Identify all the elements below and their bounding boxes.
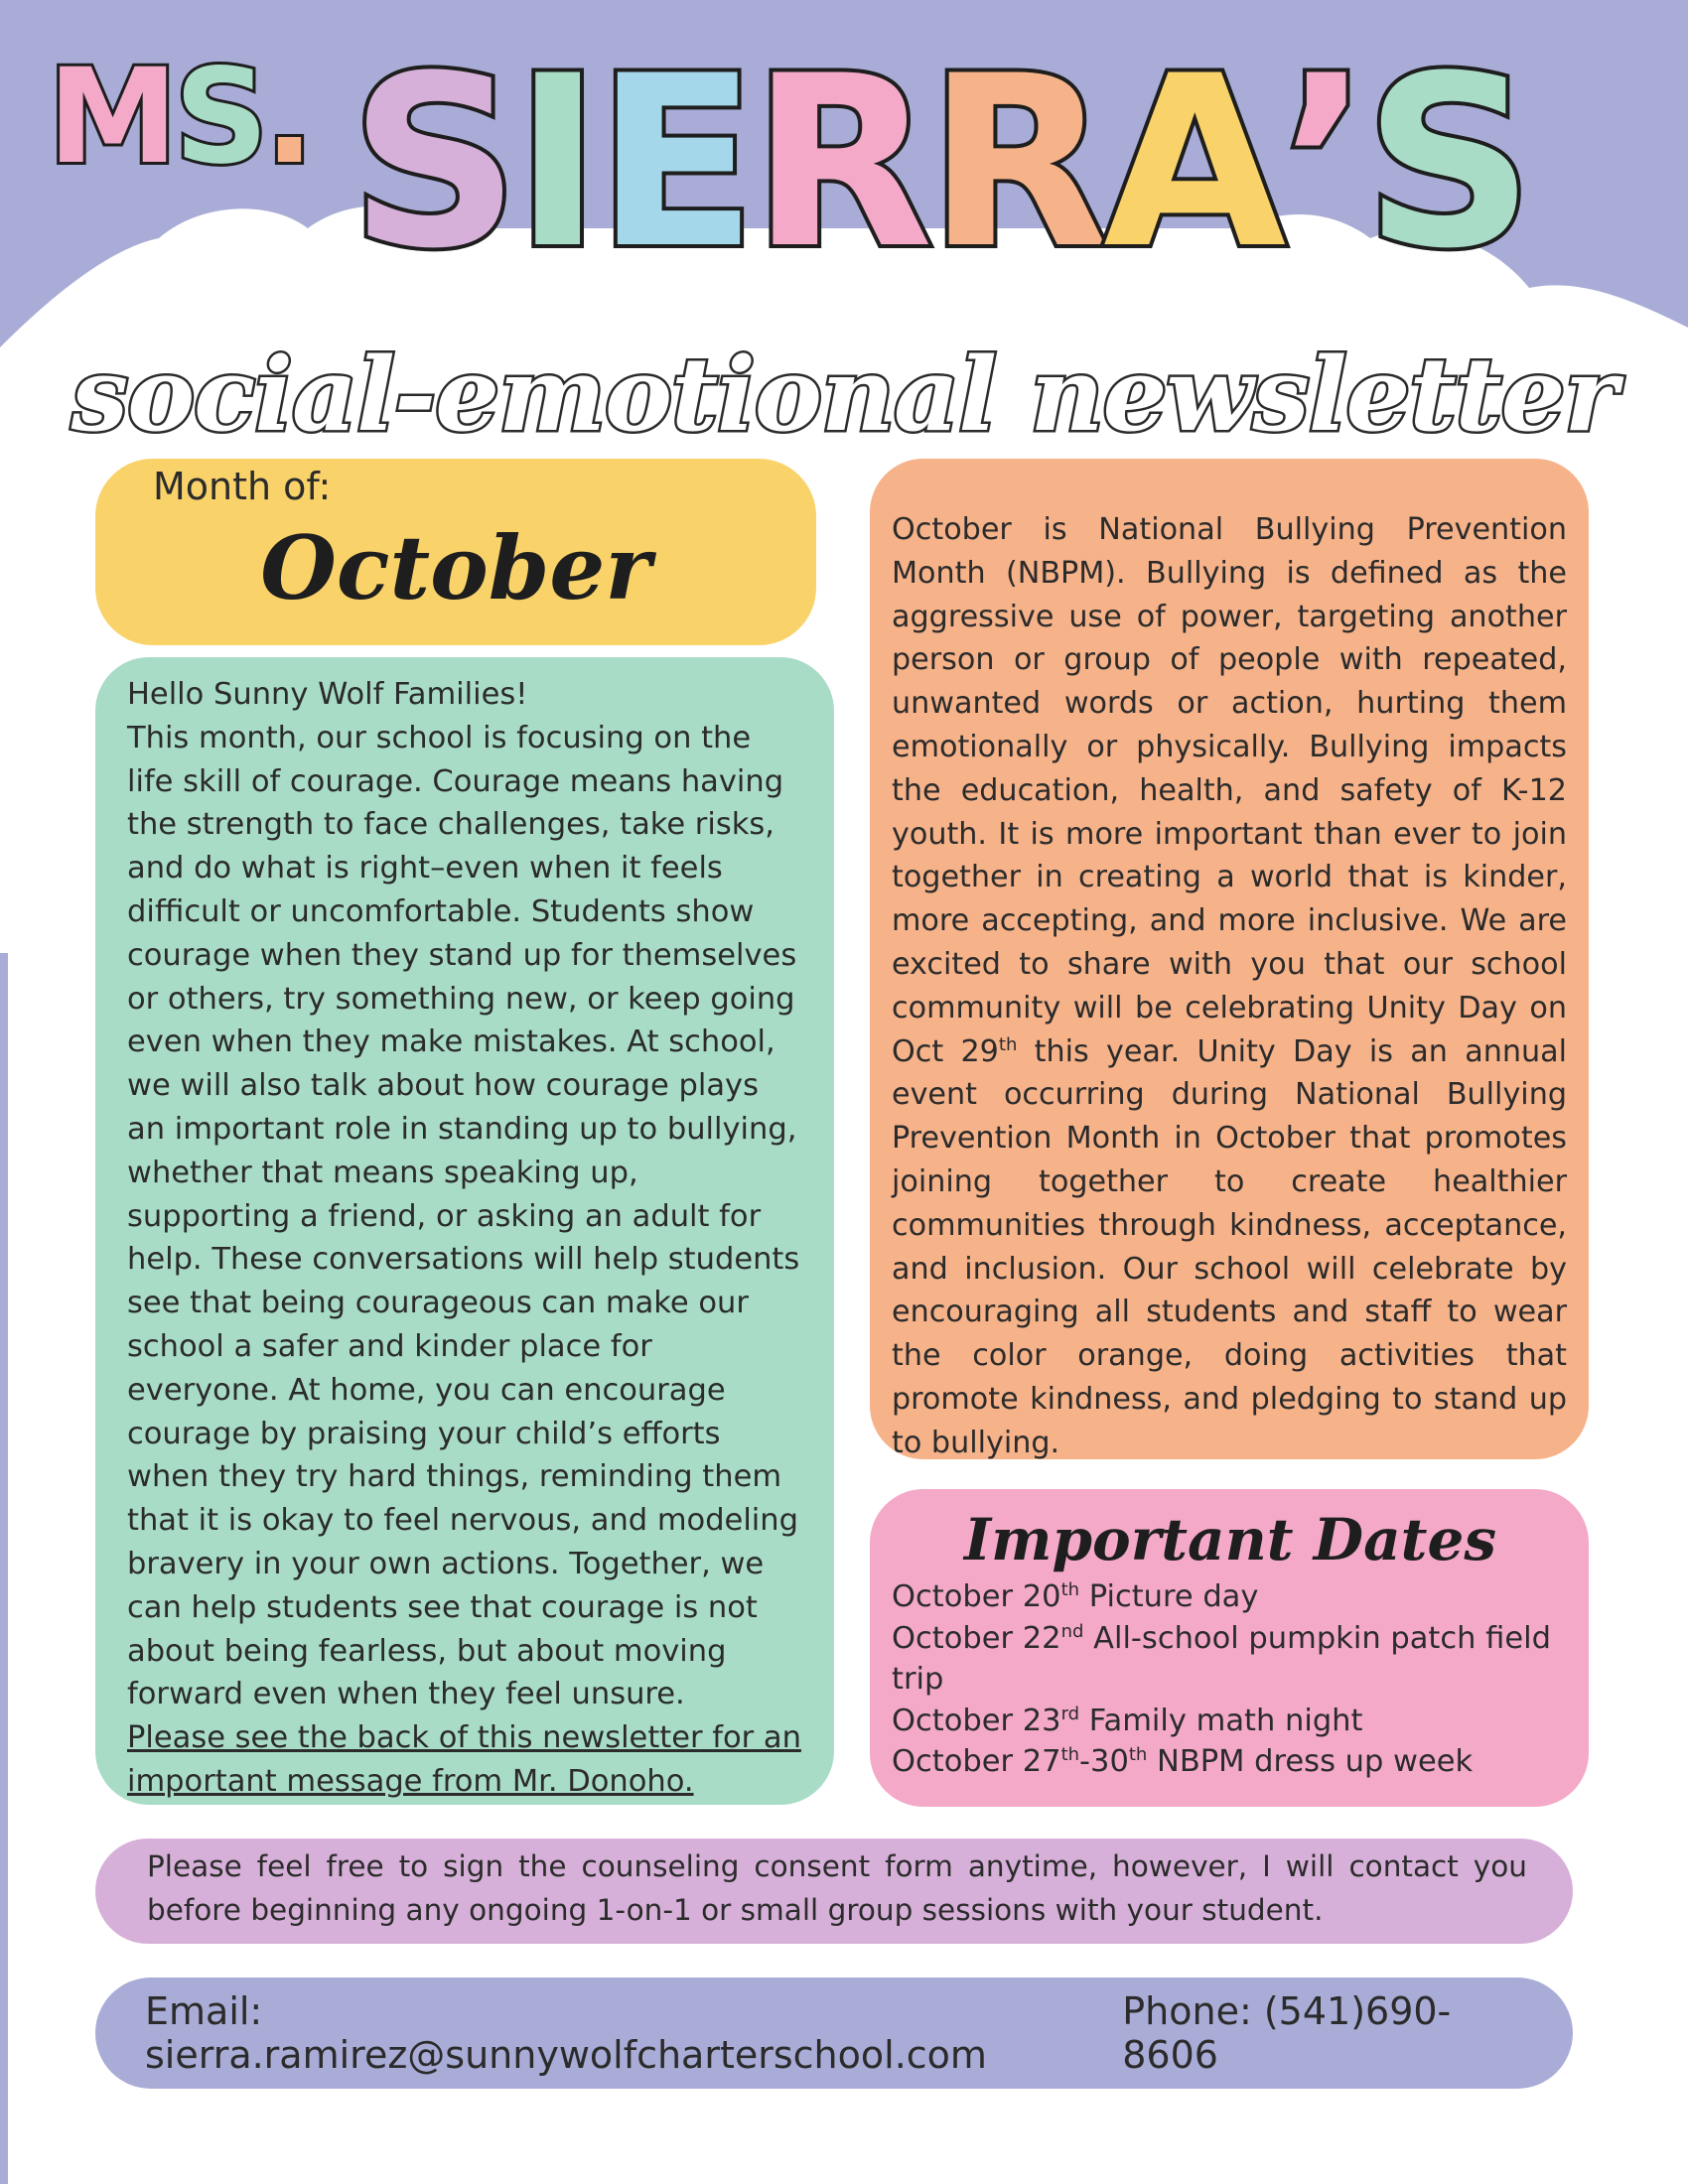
nbpm-text bbox=[892, 508, 1567, 1465]
date-item bbox=[892, 1618, 1569, 1701]
date-event: Picture day bbox=[1079, 1579, 1259, 1614]
contact-bar bbox=[95, 1978, 1573, 2089]
nbpm-text-part2: this year. Unity Day is an annual event occurring during National Bullying Prevention Month in October that promotes joining together to create healthier communities through kindness, acceptance, and inclusion. Our school will celebrate by encouraging all students and staff to wear the color orange, doing activities that promote kindness, and pledging to stand up to bullying. bbox=[892, 1033, 1567, 1460]
title-letter: A bbox=[1103, 26, 1281, 301]
date-event: Family math night bbox=[1079, 1703, 1363, 1738]
title-letter: I bbox=[513, 26, 596, 301]
contact-phone[interactable]: Phone: (541)690-8606 bbox=[1122, 1989, 1452, 2077]
title-letter: ’ bbox=[1280, 26, 1364, 301]
contact-email[interactable]: Email: sierra.ramirez@sunnywolfcharterschool.com bbox=[145, 1989, 987, 2077]
date-sup: th bbox=[1060, 1743, 1080, 1765]
date-item bbox=[892, 1701, 1569, 1742]
date-sup: th bbox=[1128, 1743, 1148, 1765]
dates-title: Important Dates bbox=[963, 1506, 1497, 1573]
month-name: October bbox=[260, 516, 651, 619]
title-letter: E bbox=[595, 26, 752, 301]
date-item bbox=[892, 1741, 1569, 1783]
title-letter: S bbox=[350, 26, 514, 301]
date-event: NBPM dress up week bbox=[1147, 1744, 1474, 1779]
month-label: Month of: bbox=[153, 465, 332, 508]
date-item bbox=[892, 1576, 1569, 1618]
title-sierras bbox=[350, 26, 1529, 301]
title-ms-letter: M bbox=[48, 41, 175, 194]
intro-greeting: Hello Sunny Wolf Families! bbox=[127, 677, 528, 712]
date-sup: nd bbox=[1060, 1620, 1084, 1642]
month-panel bbox=[95, 459, 816, 645]
consent-note: Please feel free to sign the counseling consent form anytime, however, I will contact you before beginning any ongoing 1-on-1 or small group sessions with your student. bbox=[95, 1839, 1573, 1944]
intro-panel bbox=[95, 657, 834, 1805]
date-event: All-school pumpkin patch field trip bbox=[892, 1620, 1551, 1697]
nbpm-text-part1: October is National Bullying Prevention Month (NBPM). Bullying is defined as the aggressive use of power, targeting another person or group of people with repeated, unwanted words or action, hurting them emotionally or physically. Bullying impacts the education, health, and safety of K-12 youth. It is more important than ever to join together in creating a world that is kinder, more accepting, and more inclusive. We are excited to share with you that our school community will be celebrating Unity Day on Oct 29 bbox=[892, 512, 1567, 1069]
newsletter-subtitle: social-emotional newsletter bbox=[70, 336, 1618, 455]
title-ms-letter: S bbox=[174, 41, 265, 194]
date-range-end: -30 bbox=[1079, 1744, 1129, 1779]
title-letter: S bbox=[1363, 26, 1529, 301]
title-letter: R bbox=[751, 26, 927, 301]
nbpm-panel bbox=[870, 459, 1589, 1459]
back-page-link[interactable]: Please see the back of this newsletter for an important message from Mr. Donoho. bbox=[127, 1720, 801, 1799]
date-sup: rd bbox=[1060, 1703, 1080, 1724]
title-letter: R bbox=[926, 26, 1104, 301]
date-sup: th bbox=[1060, 1578, 1080, 1600]
date-label: October 20 bbox=[892, 1579, 1061, 1614]
title-ms bbox=[48, 41, 311, 194]
date-label: October 22 bbox=[892, 1620, 1061, 1656]
important-dates-panel bbox=[870, 1489, 1589, 1807]
title-ms-letter: . bbox=[264, 41, 311, 194]
nbpm-sup: th bbox=[998, 1033, 1018, 1055]
intro-body: This month, our school is focusing on the life skill of courage. Courage means having the strength to face challenges, take risks, and do what is right–even when it feels difficult or uncomfortable. Students show courage when they stand up for themselves or others, try something new, or keep going even when they make mistakes. At school, we will also talk about how courage plays an important role in standing up to bullying, whether that means speaking up, supporting a friend, or asking an adult for help. These conversations will help students see that being courageous can make our school a safer and kinder place for everyone. At home, you can encourage courage by praising your child’s efforts when they try hard things, reminding them that it is okay to feel nervous, and modeling bravery in your own actions. Together, we can help students see that courage is not about being fearless, but about moving forward even when they feel unsure. bbox=[127, 720, 800, 1712]
date-label: October 23 bbox=[892, 1703, 1061, 1738]
date-label: October 27 bbox=[892, 1744, 1061, 1779]
